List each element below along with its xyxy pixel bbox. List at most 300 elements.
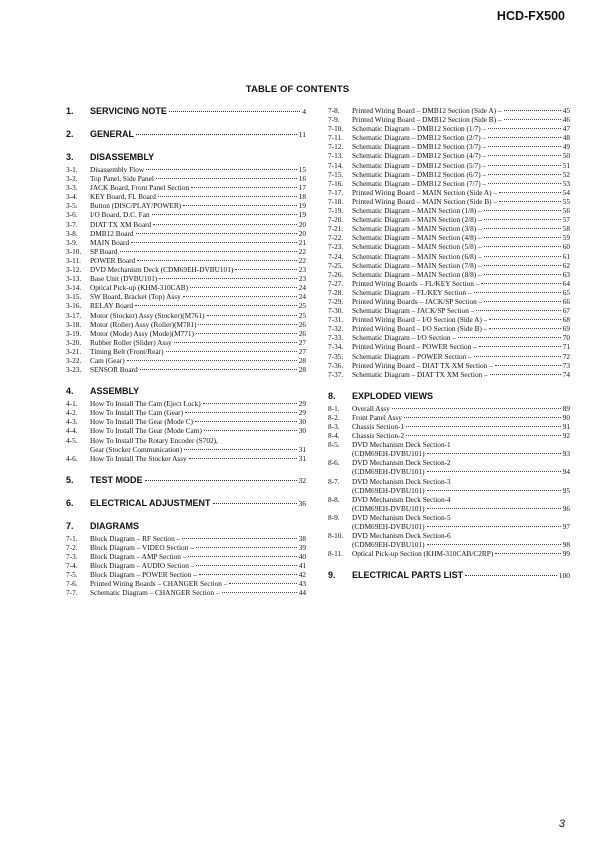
entry-title: DVD Mechanism Deck Section-4 xyxy=(352,494,451,504)
entry-number: 7-17. xyxy=(328,187,344,197)
entry-number: 3-18. xyxy=(66,319,82,329)
dot-leader xyxy=(174,342,297,343)
toc-right-column xyxy=(328,106,570,581)
dot-leader xyxy=(484,237,561,238)
entry-number: 8-10. xyxy=(328,531,344,541)
entry-number: 7-37. xyxy=(328,369,344,379)
toc-section-heading[interactable] xyxy=(66,498,306,509)
toc-entry[interactable] xyxy=(328,124,570,133)
toc-entry[interactable] xyxy=(66,274,306,283)
entry-title: Gear (Stocker Communication) xyxy=(90,444,182,454)
dot-leader xyxy=(183,205,297,206)
entry-page: 38 xyxy=(298,533,306,543)
toc-entry[interactable] xyxy=(328,549,570,558)
entry-title: POWER Board xyxy=(90,255,136,265)
toc-entry[interactable] xyxy=(328,233,570,242)
section-title: EXPLODED VIEWS xyxy=(352,390,434,401)
entry-title: Block Diagram – AUDIO Section – xyxy=(90,561,195,571)
section-page: 4 xyxy=(302,107,306,116)
entry-page: 57 xyxy=(562,215,570,225)
entry-title: DVD Mechanism Deck (CDM69EH-DVBU101) xyxy=(90,265,234,275)
toc-entry[interactable] xyxy=(66,588,306,597)
toc-entry[interactable] xyxy=(66,311,306,320)
entry-number: 7-24. xyxy=(328,251,344,261)
dot-leader xyxy=(131,242,297,243)
entry-number: 8-1. xyxy=(328,403,340,413)
toc-section-heading[interactable] xyxy=(66,152,306,163)
dot-leader xyxy=(137,260,297,261)
entry-number: 8-2. xyxy=(328,412,340,422)
entry-number: 4-2. xyxy=(66,408,78,418)
entry-title: Schematic Diagram – DMB12 Section (6/7) – xyxy=(352,169,487,179)
entry-title: Schematic Diagram – DMB12 Section (7/7) – xyxy=(352,178,487,188)
dot-leader xyxy=(489,319,560,320)
dot-leader xyxy=(474,292,561,293)
entry-number: 7-22. xyxy=(328,233,344,243)
entry-title: Printed Wiring Board – DMB12 Section (Side B) – xyxy=(352,115,502,125)
toc-entry[interactable] xyxy=(66,408,306,417)
dot-leader xyxy=(458,337,561,338)
section-page: 11 xyxy=(298,130,306,139)
dot-leader xyxy=(153,224,297,225)
toc-entry[interactable] xyxy=(328,270,570,279)
entry-title: DVD Mechanism Deck Section-2 xyxy=(352,458,451,468)
entry-title: Cam (Gear) xyxy=(90,355,125,365)
entry-title: Printed Wiring Boards – JACK/SP Section – xyxy=(352,296,483,306)
entry-page: 27 xyxy=(298,337,306,347)
toc-entry[interactable] xyxy=(66,247,306,256)
toc-entry[interactable] xyxy=(66,183,306,192)
toc-entry[interactable] xyxy=(328,252,570,261)
dot-leader xyxy=(159,278,296,279)
entry-title: Printed Wiring Board – MAIN Section (Side B) – xyxy=(352,196,498,206)
entry-number: 3-4. xyxy=(66,192,78,202)
toc-entry[interactable] xyxy=(328,133,570,142)
entry-number: 7-14. xyxy=(328,160,344,170)
section-page: 100 xyxy=(558,571,570,581)
section-title: ELECTRICAL PARTS LIST xyxy=(352,570,464,581)
entry-title: Printed Wiring Board – MAIN Section (Side A) – xyxy=(352,187,498,197)
toc-entry[interactable] xyxy=(66,356,306,365)
entry-page: 90 xyxy=(562,412,570,422)
entry-title: Printed Wiring Board – DIAT TX XM Section – xyxy=(352,360,493,370)
toc-entry[interactable] xyxy=(328,115,570,124)
toc-entry[interactable] xyxy=(328,404,570,413)
toc-entry[interactable] xyxy=(66,292,306,301)
entry-number: 3-11. xyxy=(66,255,81,265)
entry-page: 46 xyxy=(562,115,570,125)
toc-entry[interactable] xyxy=(328,179,570,188)
entry-title: DIAT TX XM Board xyxy=(90,219,152,229)
toc-entry[interactable] xyxy=(66,426,306,435)
entry-title: Schematic Diagram – DMB12 Section (4/7) – xyxy=(352,151,487,161)
toc-entry[interactable] xyxy=(328,449,570,458)
entry-title: (CDM69EH-DVBU101) xyxy=(352,522,425,532)
toc-entry[interactable] xyxy=(66,210,306,219)
toc-entry[interactable] xyxy=(328,142,570,151)
section-page: 36 xyxy=(298,498,306,508)
toc-entry[interactable] xyxy=(66,320,306,329)
entry-page: 65 xyxy=(562,287,570,297)
toc-entry[interactable] xyxy=(328,504,570,513)
entry-number: 7-36. xyxy=(328,360,344,370)
toc-entry[interactable] xyxy=(66,283,306,292)
entry-title: Block Diagram – VIDEO Section – xyxy=(90,542,194,552)
toc-entry[interactable] xyxy=(66,192,306,201)
entry-title: Schematic Diagram – MAIN Section (8/8) – xyxy=(352,269,482,279)
entry-page: 73 xyxy=(562,360,570,370)
dot-leader xyxy=(392,408,561,409)
dot-leader xyxy=(488,146,561,147)
entry-number: 7-2. xyxy=(66,542,78,552)
toc-entry[interactable] xyxy=(328,486,570,495)
toc-entry[interactable] xyxy=(328,279,570,288)
section-number: 2. xyxy=(66,129,74,139)
entry-title: Schematic Diagram – DMB12 Section (1/7) – xyxy=(352,124,487,134)
entry-number: 4-1. xyxy=(66,399,78,409)
dot-leader xyxy=(158,196,297,197)
entry-number: 7-10. xyxy=(328,124,344,134)
section-number: 5. xyxy=(66,474,74,485)
toc-entry[interactable] xyxy=(66,301,306,310)
toc-entry[interactable] xyxy=(328,197,570,206)
toc-entry[interactable] xyxy=(328,206,570,215)
toc-entry[interactable] xyxy=(328,333,570,342)
entry-number: 7-3. xyxy=(66,552,78,561)
toc-entry[interactable] xyxy=(66,256,306,265)
entry-title: I/O Board, D.C. Fan xyxy=(90,210,150,220)
dot-leader xyxy=(479,346,561,347)
entry-title: SW Board, Bracket (Top) Assy xyxy=(90,292,181,302)
dot-leader xyxy=(183,296,297,297)
entry-page: 24 xyxy=(298,283,306,293)
dot-leader xyxy=(195,421,297,422)
dot-leader xyxy=(495,553,560,554)
toc-entry[interactable] xyxy=(328,224,570,233)
toc-entry[interactable] xyxy=(328,315,570,324)
entry-title: How To Install The Stocker Assy xyxy=(90,453,187,463)
toc-entry[interactable] xyxy=(66,201,306,210)
toc-entry[interactable] xyxy=(328,531,570,540)
toc-entry[interactable] xyxy=(66,365,306,374)
entry-page: 92 xyxy=(562,431,570,441)
entry-title: Schematic Diagram – MAIN Section (1/8) – xyxy=(352,206,482,216)
entry-page: 15 xyxy=(298,165,306,174)
entry-title: Schematic Diagram – JACK/SP Section – xyxy=(352,306,475,316)
entry-title: Schematic Diagram – DMB12 Section (2/7) – xyxy=(352,133,487,143)
dot-leader xyxy=(488,165,561,166)
toc-entry[interactable] xyxy=(328,477,570,486)
entry-number: 4-6. xyxy=(66,453,78,463)
dot-leader xyxy=(207,315,297,316)
entry-page: 52 xyxy=(562,169,570,179)
entry-title: Schematic Diagram – POWER Section – xyxy=(352,351,472,361)
toc-entry[interactable] xyxy=(66,174,306,183)
toc-entry[interactable] xyxy=(328,352,570,361)
entry-page: 89 xyxy=(562,403,570,413)
entry-number: 7-28. xyxy=(328,287,344,297)
dot-leader xyxy=(189,458,297,459)
entry-page: 56 xyxy=(562,206,570,216)
section-title: GENERAL xyxy=(90,129,135,139)
entry-number: 7-34. xyxy=(328,342,344,352)
dot-leader xyxy=(127,360,297,361)
toc-entry[interactable] xyxy=(328,495,570,504)
entry-page: 71 xyxy=(562,342,570,352)
entry-number: 3-23. xyxy=(66,365,82,375)
toc-entry[interactable] xyxy=(328,306,570,315)
entry-page: 22 xyxy=(298,246,306,256)
toc-entry[interactable] xyxy=(328,361,570,370)
entry-title: Chassis Section-2 xyxy=(352,431,405,441)
entry-number: 3-5. xyxy=(66,201,78,211)
dot-leader xyxy=(488,128,561,129)
dot-leader xyxy=(427,544,561,545)
dot-leader xyxy=(427,490,561,491)
toc-section-heading[interactable] xyxy=(328,391,570,402)
entry-title: Motor (Roller) Assy (Roller)(M781) xyxy=(90,319,197,329)
dot-leader xyxy=(169,111,300,112)
toc-entry[interactable] xyxy=(328,413,570,422)
entry-title: Schematic Diagram – DIAT TX XM Section – xyxy=(352,369,488,379)
dot-leader xyxy=(184,449,297,450)
toc-entry[interactable] xyxy=(328,458,570,467)
entry-number: 7-33. xyxy=(328,333,344,343)
toc-entry[interactable] xyxy=(66,552,306,561)
entry-number: 3-14. xyxy=(66,283,82,293)
toc-entry[interactable] xyxy=(328,288,570,297)
dot-leader xyxy=(222,592,297,593)
toc-entry[interactable] xyxy=(328,467,570,476)
entry-title: How To Install The Gear (Mode Cam) xyxy=(90,426,202,436)
entry-number: 3-22. xyxy=(66,355,82,365)
dot-leader xyxy=(196,565,296,566)
dot-leader xyxy=(489,328,560,329)
toc-section-heading[interactable] xyxy=(66,475,306,486)
entry-page: 31 xyxy=(298,453,306,463)
entry-number: 3-21. xyxy=(66,346,82,356)
entry-page: 66 xyxy=(562,296,570,306)
entry-title: Block Diagram – POWER Section – xyxy=(90,570,197,580)
entry-number: 8-11. xyxy=(328,549,343,559)
dot-leader xyxy=(488,137,561,138)
dot-leader xyxy=(499,192,561,193)
toc-entry[interactable] xyxy=(328,540,570,549)
toc-entry[interactable] xyxy=(328,324,570,333)
entry-page: 16 xyxy=(298,174,306,184)
toc-entry[interactable] xyxy=(66,399,306,408)
entry-page: 27 xyxy=(298,346,306,356)
entry-number: 8-4. xyxy=(328,431,340,441)
entry-page: 18 xyxy=(298,192,306,202)
toc-entry[interactable] xyxy=(66,579,306,588)
toc-section-heading[interactable] xyxy=(66,386,306,397)
dot-leader xyxy=(146,169,297,170)
toc-entry[interactable] xyxy=(328,431,570,440)
entry-page: 53 xyxy=(562,178,570,188)
entry-number: 3-17. xyxy=(66,310,82,320)
dot-leader xyxy=(135,305,297,306)
toc-section-heading[interactable] xyxy=(66,521,306,532)
dot-leader xyxy=(213,503,297,504)
entry-number: 7-5. xyxy=(66,570,78,580)
entry-number: 7-7. xyxy=(66,588,78,598)
entry-page: 17 xyxy=(298,183,306,193)
dot-leader xyxy=(196,547,297,548)
dot-leader xyxy=(484,256,561,257)
toc-entry[interactable] xyxy=(328,522,570,531)
entry-number: 7-27. xyxy=(328,278,344,288)
entry-number: 7-30. xyxy=(328,306,344,316)
toc-section-heading[interactable] xyxy=(66,106,306,117)
dot-leader xyxy=(499,201,561,202)
entry-page: 98 xyxy=(562,540,570,550)
entry-number: 8-3. xyxy=(328,422,340,431)
entry-page: 29 xyxy=(298,399,306,409)
entry-page: 19 xyxy=(298,201,306,211)
toc-entry[interactable] xyxy=(66,570,306,579)
section-page: 32 xyxy=(298,475,306,485)
entry-page: 26 xyxy=(298,319,306,329)
entry-page: 59 xyxy=(562,233,570,243)
toc-entry[interactable] xyxy=(328,297,570,306)
entry-page: 50 xyxy=(562,151,570,161)
toc-entry[interactable] xyxy=(328,161,570,170)
entry-number: 7-9. xyxy=(328,115,340,125)
toc-entry[interactable] xyxy=(66,220,306,229)
toc-entry[interactable] xyxy=(328,422,570,431)
entry-title: Schematic Diagram – DMB12 Section (3/7) – xyxy=(352,142,487,152)
dot-leader xyxy=(136,134,297,135)
toc-entry[interactable] xyxy=(66,454,306,463)
entry-page: 21 xyxy=(298,237,306,247)
dot-leader xyxy=(203,403,297,404)
toc-entry[interactable] xyxy=(66,238,306,247)
section-title: DISASSEMBLY xyxy=(90,152,155,162)
entry-page: 45 xyxy=(562,106,570,115)
entry-title: DVD Mechanism Deck Section-5 xyxy=(352,512,451,522)
section-title: ASSEMBLY xyxy=(90,386,140,397)
toc-entry[interactable] xyxy=(328,370,570,379)
dot-leader xyxy=(484,265,561,266)
entry-title: Printed Wiring Board – I/O Section (Side B) – xyxy=(352,324,488,334)
entry-title: Rubber Roller (Slider) Assy xyxy=(90,337,172,347)
toc-section-heading[interactable] xyxy=(328,570,570,581)
entry-page: 95 xyxy=(562,485,570,495)
entry-title: Printed Wiring Board – POWER Section – xyxy=(352,342,477,352)
section-number: 6. xyxy=(66,497,74,508)
entry-number: 7-11. xyxy=(328,133,343,143)
entry-number: 3-8. xyxy=(66,228,78,238)
toc-entry[interactable] xyxy=(328,242,570,251)
entry-number: 7-31. xyxy=(328,315,344,325)
entry-title: (CDM69EH-DVBU101) xyxy=(352,485,425,495)
dot-leader xyxy=(235,269,296,270)
toc-entry[interactable] xyxy=(328,261,570,270)
toc-entry[interactable] xyxy=(328,170,570,179)
entry-number: 7-20. xyxy=(328,215,344,225)
entry-title: Button (DISC/PLAY/POWER) xyxy=(90,201,182,211)
entry-number: 8-8. xyxy=(328,494,340,504)
entry-page: 29 xyxy=(298,408,306,418)
toc-entry[interactable] xyxy=(66,543,306,552)
dot-leader xyxy=(152,214,297,215)
section-title: TEST MODE xyxy=(90,474,143,485)
entry-page: 69 xyxy=(562,324,570,334)
toc-entry[interactable] xyxy=(66,338,306,347)
entry-page: 25 xyxy=(298,301,306,311)
entry-page: 94 xyxy=(562,467,570,477)
entry-page: 23 xyxy=(298,274,306,284)
section-number: 7. xyxy=(66,520,74,531)
entry-number: 7-12. xyxy=(328,142,344,152)
toc-entry[interactable] xyxy=(328,106,570,115)
toc-entry[interactable] xyxy=(66,561,306,570)
entry-page: 91 xyxy=(562,422,570,431)
toc-entry[interactable] xyxy=(328,342,570,351)
page-number: 3 xyxy=(558,818,565,830)
toc-entry[interactable] xyxy=(66,165,306,174)
entry-number: 4-5. xyxy=(66,435,78,445)
toc-entry[interactable] xyxy=(66,229,306,238)
toc-entry[interactable] xyxy=(328,513,570,522)
dot-leader xyxy=(504,110,561,111)
entry-title: Schematic Diagram – MAIN Section (4/8) – xyxy=(352,233,482,243)
dot-leader xyxy=(191,187,297,188)
entry-page: 39 xyxy=(298,542,306,552)
dot-leader xyxy=(476,310,560,311)
section-title: DIAGRAMS xyxy=(90,520,139,531)
entry-title: How To Install The Cam (Gear) xyxy=(90,408,184,418)
entry-number: 7-35. xyxy=(328,351,344,361)
toc-entry[interactable] xyxy=(66,417,306,426)
toc-entry[interactable] xyxy=(328,440,570,449)
toc-entry[interactable] xyxy=(66,265,306,274)
toc-entry[interactable] xyxy=(66,436,306,445)
entry-title: Printed Wiring Boards – CHANGER Section – xyxy=(90,579,228,589)
toc-entry[interactable] xyxy=(328,215,570,224)
toc-entry[interactable] xyxy=(66,347,306,356)
entry-number: 7-29. xyxy=(328,296,344,306)
dot-leader xyxy=(484,228,561,229)
dot-leader xyxy=(427,526,561,527)
entry-page: 55 xyxy=(562,196,570,206)
entry-page: 48 xyxy=(562,133,570,143)
entry-number: 7-26. xyxy=(328,269,344,279)
toc-entry[interactable] xyxy=(66,329,306,338)
entry-title: Schematic Diagram – I/O Section – xyxy=(352,333,456,343)
entry-number: 3-2. xyxy=(66,174,78,184)
dot-leader xyxy=(190,287,297,288)
entry-number: 7-6. xyxy=(66,579,78,589)
entry-number: 4-3. xyxy=(66,417,78,427)
toc-entry[interactable] xyxy=(66,534,306,543)
dot-leader xyxy=(495,365,561,366)
entry-number: 8-6. xyxy=(328,458,340,468)
entry-title: MAIN Board xyxy=(90,237,130,247)
toc-section-heading[interactable] xyxy=(66,129,306,140)
toc-entry[interactable] xyxy=(66,445,306,454)
entry-page: 23 xyxy=(298,265,306,275)
entry-title: How To Install The Rotary Encoder (S702), xyxy=(90,435,218,445)
entry-number: 7-21. xyxy=(328,224,344,234)
dot-leader xyxy=(229,583,296,584)
toc-entry[interactable] xyxy=(328,151,570,160)
entry-number: 7-25. xyxy=(328,260,344,270)
toc-entry[interactable] xyxy=(328,188,570,197)
dot-leader xyxy=(484,274,561,275)
dot-leader xyxy=(427,453,561,454)
